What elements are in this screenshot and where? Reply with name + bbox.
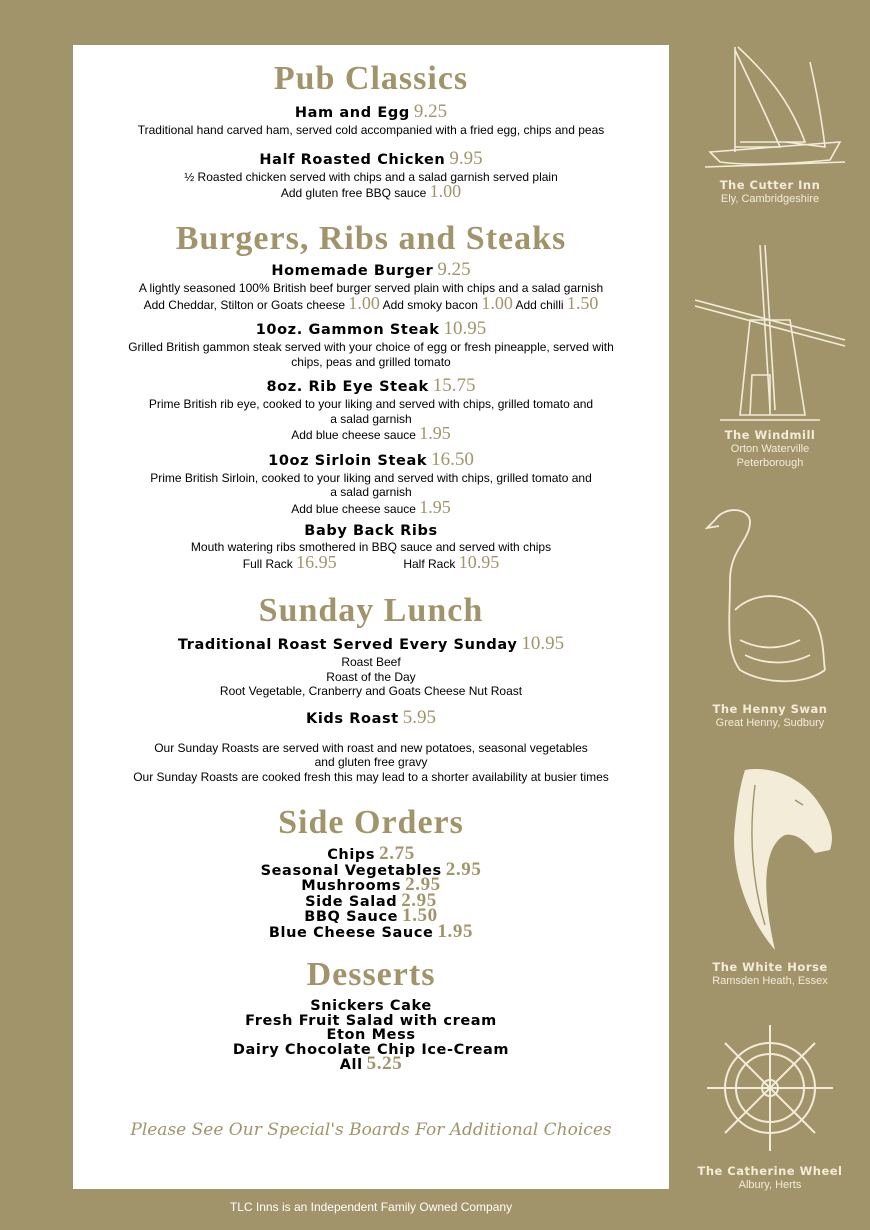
inn-location: Ely, Cambridgeshire — [720, 193, 820, 205]
extra-price: 1.00 — [429, 181, 462, 201]
item-name: 10oz. Gammon Steak — [255, 322, 440, 338]
list-item: Fresh Fruit Salad with cream — [245, 1012, 497, 1029]
extra-price: 1.95 — [419, 496, 451, 517]
menu-item-ham-egg — [73, 101, 669, 138]
swan-icon — [705, 500, 835, 695]
inn-name: The Henny Swan — [712, 702, 828, 716]
item-name: Homemade Burger — [271, 263, 434, 279]
note-text: Our Sunday Roasts are cooked fresh this may lead to a shorter availability at busier times — [133, 769, 609, 784]
section-title: Pub Classics — [273, 60, 469, 97]
item-name: Kids Roast — [306, 710, 399, 727]
list-item: Eton Mess — [326, 1027, 416, 1044]
item-description: Prime British Sirloin, cooked to your liking and served with chips, grilled tomato and — [150, 470, 592, 485]
item-price: 10.95 — [443, 318, 487, 339]
half-rack-label: Half Rack — [403, 556, 456, 571]
menu-item-sirloin — [73, 449, 669, 517]
item-description: A lightly seasoned 100% British beef burger served plain with chips and a salad garnish — [138, 281, 604, 295]
section-pub-classics — [73, 61, 669, 201]
half-rack-price: 10.95 — [458, 551, 500, 572]
item-name: 8oz. Rib Eye Steak — [266, 379, 429, 395]
section-burgers — [73, 221, 669, 571]
extra-price: 1.00 — [348, 292, 380, 313]
list-item: Snickers Cake — [310, 998, 432, 1014]
item-price: 10.95 — [521, 633, 565, 654]
full-rack-price: 16.95 — [296, 551, 337, 572]
item-price: 15.75 — [432, 375, 476, 396]
section-title: Side Orders — [278, 804, 464, 841]
item-price: 16.50 — [431, 448, 474, 470]
list-item: Seasonal Vegetables 2.95 — [260, 858, 482, 880]
item-price: 9.25 — [437, 259, 471, 280]
full-rack-label: Full Rack — [242, 556, 293, 571]
item-extra: Add blue cheese sauce — [291, 501, 416, 516]
inn-name: The Windmill — [724, 428, 816, 442]
inn-location: Ramsden Heath, Essex — [712, 975, 828, 987]
item-price: 5.95 — [402, 706, 436, 728]
list-item: BBQ Sauce 1.50 — [304, 905, 438, 927]
section-title: Sunday Lunch — [258, 592, 484, 629]
section-sunday-lunch — [73, 593, 669, 784]
roast-option: Root Vegetable, Cranberry and Goats Cheese Nut Roast — [219, 684, 523, 698]
note-text: and gluten free gravy — [314, 755, 428, 769]
menu-item-ribs — [73, 522, 669, 571]
item-description: Prime British rib eye, cooked to your liking and served with chips, grilled tomato and — [148, 397, 594, 411]
windmill-icon — [690, 240, 850, 425]
list-item: Blue Cheese Sauce 1.95 — [268, 920, 474, 942]
inn-cutter — [690, 178, 850, 206]
item-extra: Add gluten free BBQ sauce — [280, 186, 427, 200]
section-side-orders — [73, 805, 669, 941]
inn-location: Albury, Herts — [738, 1179, 802, 1191]
menu-item-burger — [73, 259, 669, 312]
list-item: All 5.25 — [339, 1053, 403, 1075]
section-title: Desserts — [306, 956, 436, 993]
item-name: Half Roasted Chicken — [259, 151, 446, 168]
inn-location: Peterborough — [736, 457, 804, 469]
inn-windmill — [690, 428, 850, 470]
desserts-list — [73, 999, 669, 1073]
inn-name: The Catherine Wheel — [697, 1164, 843, 1178]
inn-name: The White Horse — [712, 960, 828, 974]
sunday-notes — [73, 741, 669, 785]
special-boards-note: Please See Our Special's Boards For Additional Choices — [130, 1120, 612, 1140]
inn-henny-swan — [690, 702, 850, 730]
menu-item-ribeye — [73, 375, 669, 443]
menu-item-kids-roast — [73, 707, 669, 729]
list-item: Dairy Chocolate Chip Ice-Cream — [232, 1041, 510, 1058]
item-price: 9.25 — [413, 101, 448, 122]
item-extra: Add Cheddar, Stilton or Goats cheese — [143, 297, 346, 312]
extra-price: 1.50 — [566, 292, 599, 313]
list-item: Side Salad 2.95 — [305, 889, 437, 911]
item-extra: Add chilli — [515, 297, 564, 312]
wheel-icon — [705, 1020, 835, 1155]
item-description: Traditional hand carved ham, served cold accompanied with a fried egg, chips and peas — [137, 123, 605, 137]
inn-location: Orton Waterville — [730, 443, 810, 455]
horse-icon — [705, 765, 840, 955]
item-price: 9.95 — [449, 147, 483, 169]
item-name: 10oz Sirloin Steak — [268, 452, 428, 469]
menu-item-roast — [73, 633, 669, 699]
footer-text: TLC Inns is an Independent Family Owned Company — [229, 1200, 513, 1214]
item-name: Traditional Roast Served Every Sunday — [177, 637, 518, 653]
menu-item-gammon — [73, 318, 669, 369]
item-extra: Add smoky bacon — [382, 297, 478, 312]
item-extra: Add blue cheese sauce — [291, 428, 416, 442]
inn-white-horse — [690, 960, 850, 988]
section-title: Burgers, Ribs and Steaks — [175, 220, 567, 257]
side-orders-list — [73, 843, 669, 942]
item-name: Ham and Egg — [294, 105, 410, 121]
item-description: a salad garnish — [330, 411, 412, 426]
roast-option: Roast of the Day — [326, 669, 416, 684]
item-description: ½ Roasted chicken served with chips and a salad garnish served plain — [184, 169, 558, 184]
section-desserts — [73, 957, 669, 1073]
item-description: Mouth watering ribs smothered in BBQ sauce and served with chips — [190, 540, 552, 554]
item-description: chips, peas and grilled tomato — [291, 354, 451, 369]
inn-catherine-wheel — [690, 1164, 850, 1192]
sailboat-icon — [690, 42, 850, 172]
note-text: Our Sunday Roasts are served with roast and new potatoes, seasonal vegetables — [154, 740, 588, 755]
extra-price: 1.95 — [419, 423, 451, 443]
menu-panel — [73, 45, 669, 1189]
item-name: Baby Back Ribs — [304, 523, 438, 539]
menu-item-half-chicken — [73, 148, 669, 201]
list-item: Chips 2.75 — [327, 843, 415, 864]
inn-name: The Cutter Inn — [719, 178, 821, 192]
item-description: a salad garnish — [330, 485, 412, 499]
item-description: Grilled British gammon steak served with your choice of egg or fresh pineapple, served with — [128, 340, 614, 354]
extra-price: 1.00 — [481, 292, 513, 313]
roast-option: Roast Beef — [341, 655, 401, 669]
inn-location: Great Henny, Sudbury — [715, 717, 825, 729]
list-item: Mushrooms 2.95 — [301, 874, 441, 896]
